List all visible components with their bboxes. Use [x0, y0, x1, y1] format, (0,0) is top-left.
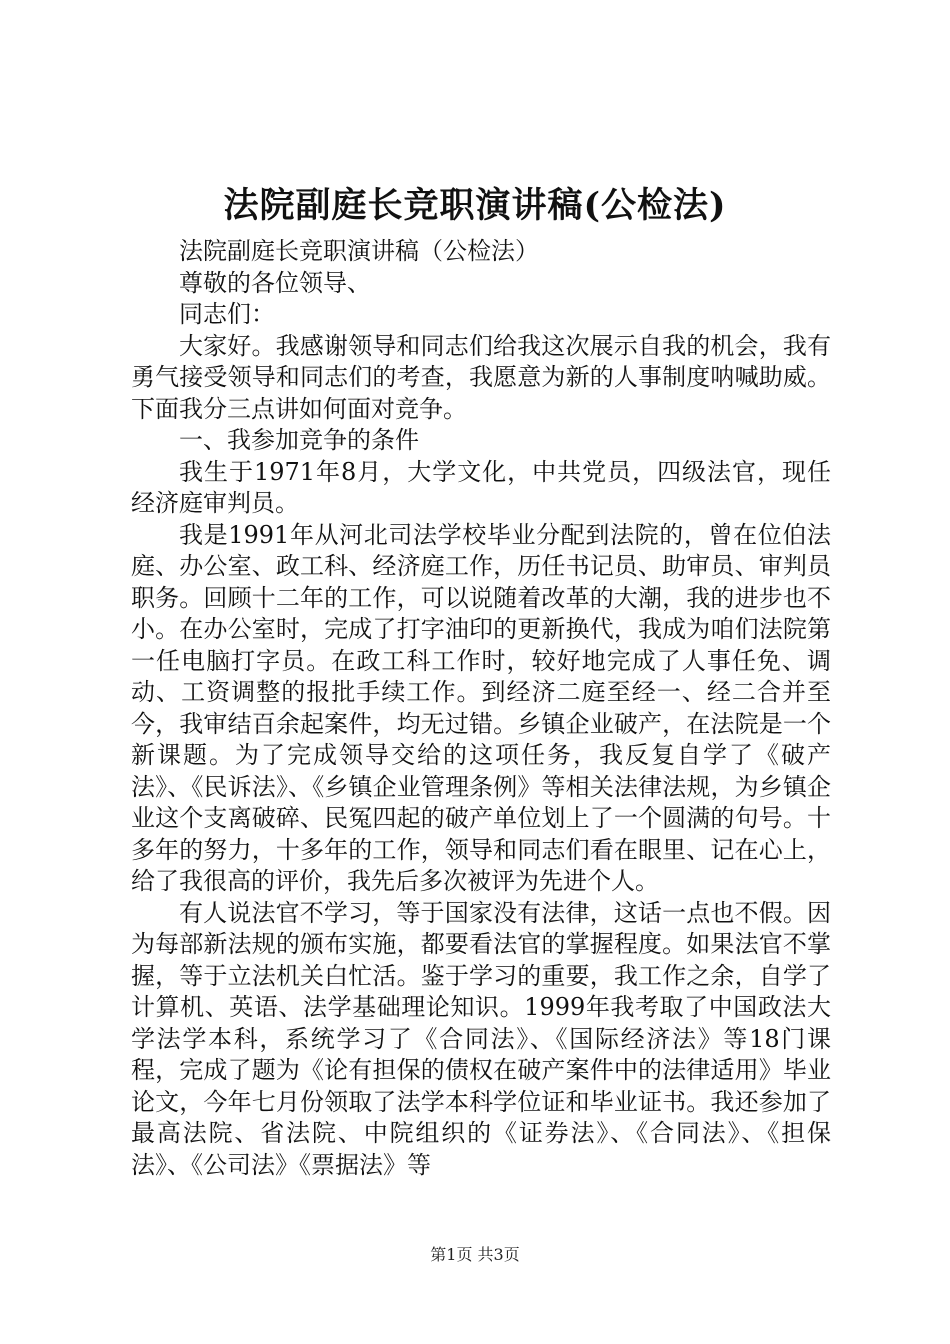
paragraph-heading-repeat: 法院副庭长竞职演讲稿（公检法） [179, 237, 539, 265]
paragraph-career: 我是1991年从河北司法学校毕业分配到法院的，曾在位伯法庭、办公室、政工科、经济庭工作，历任书记员、助审员、审判员职务。回顾十二年的工作，可以说随着改革的大潮，我的进步也不小。在办公室时，完成了打字油印的更新换代，我成为咱们法院第一任电脑打字员。在政工科工作时，较好地完成了人事任免、调动、工资调整的报批手续工作。到经济二庭至经一、经二合并至今，我审结百余起案件，均无过错。乡镇企业破产，在法院是一个新课题。为了完成领导交给的这项任务，我反复自学了《破产法》、《民诉法》、《乡镇企业管理条例》等相关法律法规，为乡镇企业这个支离破碎、民冤四起的破产单位划上了一个圆满的句号。十多年的努力，十多年的工作，领导和同志们看在眼里、记在心上，给了我很高的评价，我先后多次被评为先进个人。 [131, 520, 831, 895]
page-footer: 第1页 共3页 [430, 1245, 520, 1264]
document-title: 法院副庭长竞职演讲稿(公检法) [223, 185, 727, 226]
paragraph-study: 有人说法官不学习，等于国家没有法律，这话一点也不假。因为每部新法规的颁布实施，都要看法官的掌握程度。如果法官不掌握，等于立法机关白忙活。鉴于学习的重要，我工作之余，自学了计算机、英语、法学基础理论知识。1999年我考取了中国政法大学法学本科，系统学习了《合同法》、《国际经济法》等18门课程，完成了题为《论有担保的债权在破产案件中的法律适用》毕业论文，今年七月份领取了法学本科学位证和毕业证书。我还参加了最高法院、省法院、中院组织的《证券法》、《合同法》、《担保法》、《公司法》《票据法》等 [131, 898, 831, 1179]
paragraph-background: 我生于1971年8月，大学文化，中共党员，四级法官，现任经济庭审判员。 [131, 457, 831, 517]
document-body [131, 236, 831, 1181]
paragraph-salutation: 尊敬的各位领导、 [179, 268, 371, 297]
section-heading-conditions: 一、我参加竞争的条件 [179, 426, 419, 454]
paragraph-greeting: 大家好。我感谢领导和同志们给我这次展示自我的机会，我有勇气接受领导和同志们的考查，我愿意为新的人事制度呐喊助威。下面我分三点讲如何面对竞争。 [131, 331, 831, 423]
paragraph-salutation-2: 同志们： [179, 300, 275, 328]
